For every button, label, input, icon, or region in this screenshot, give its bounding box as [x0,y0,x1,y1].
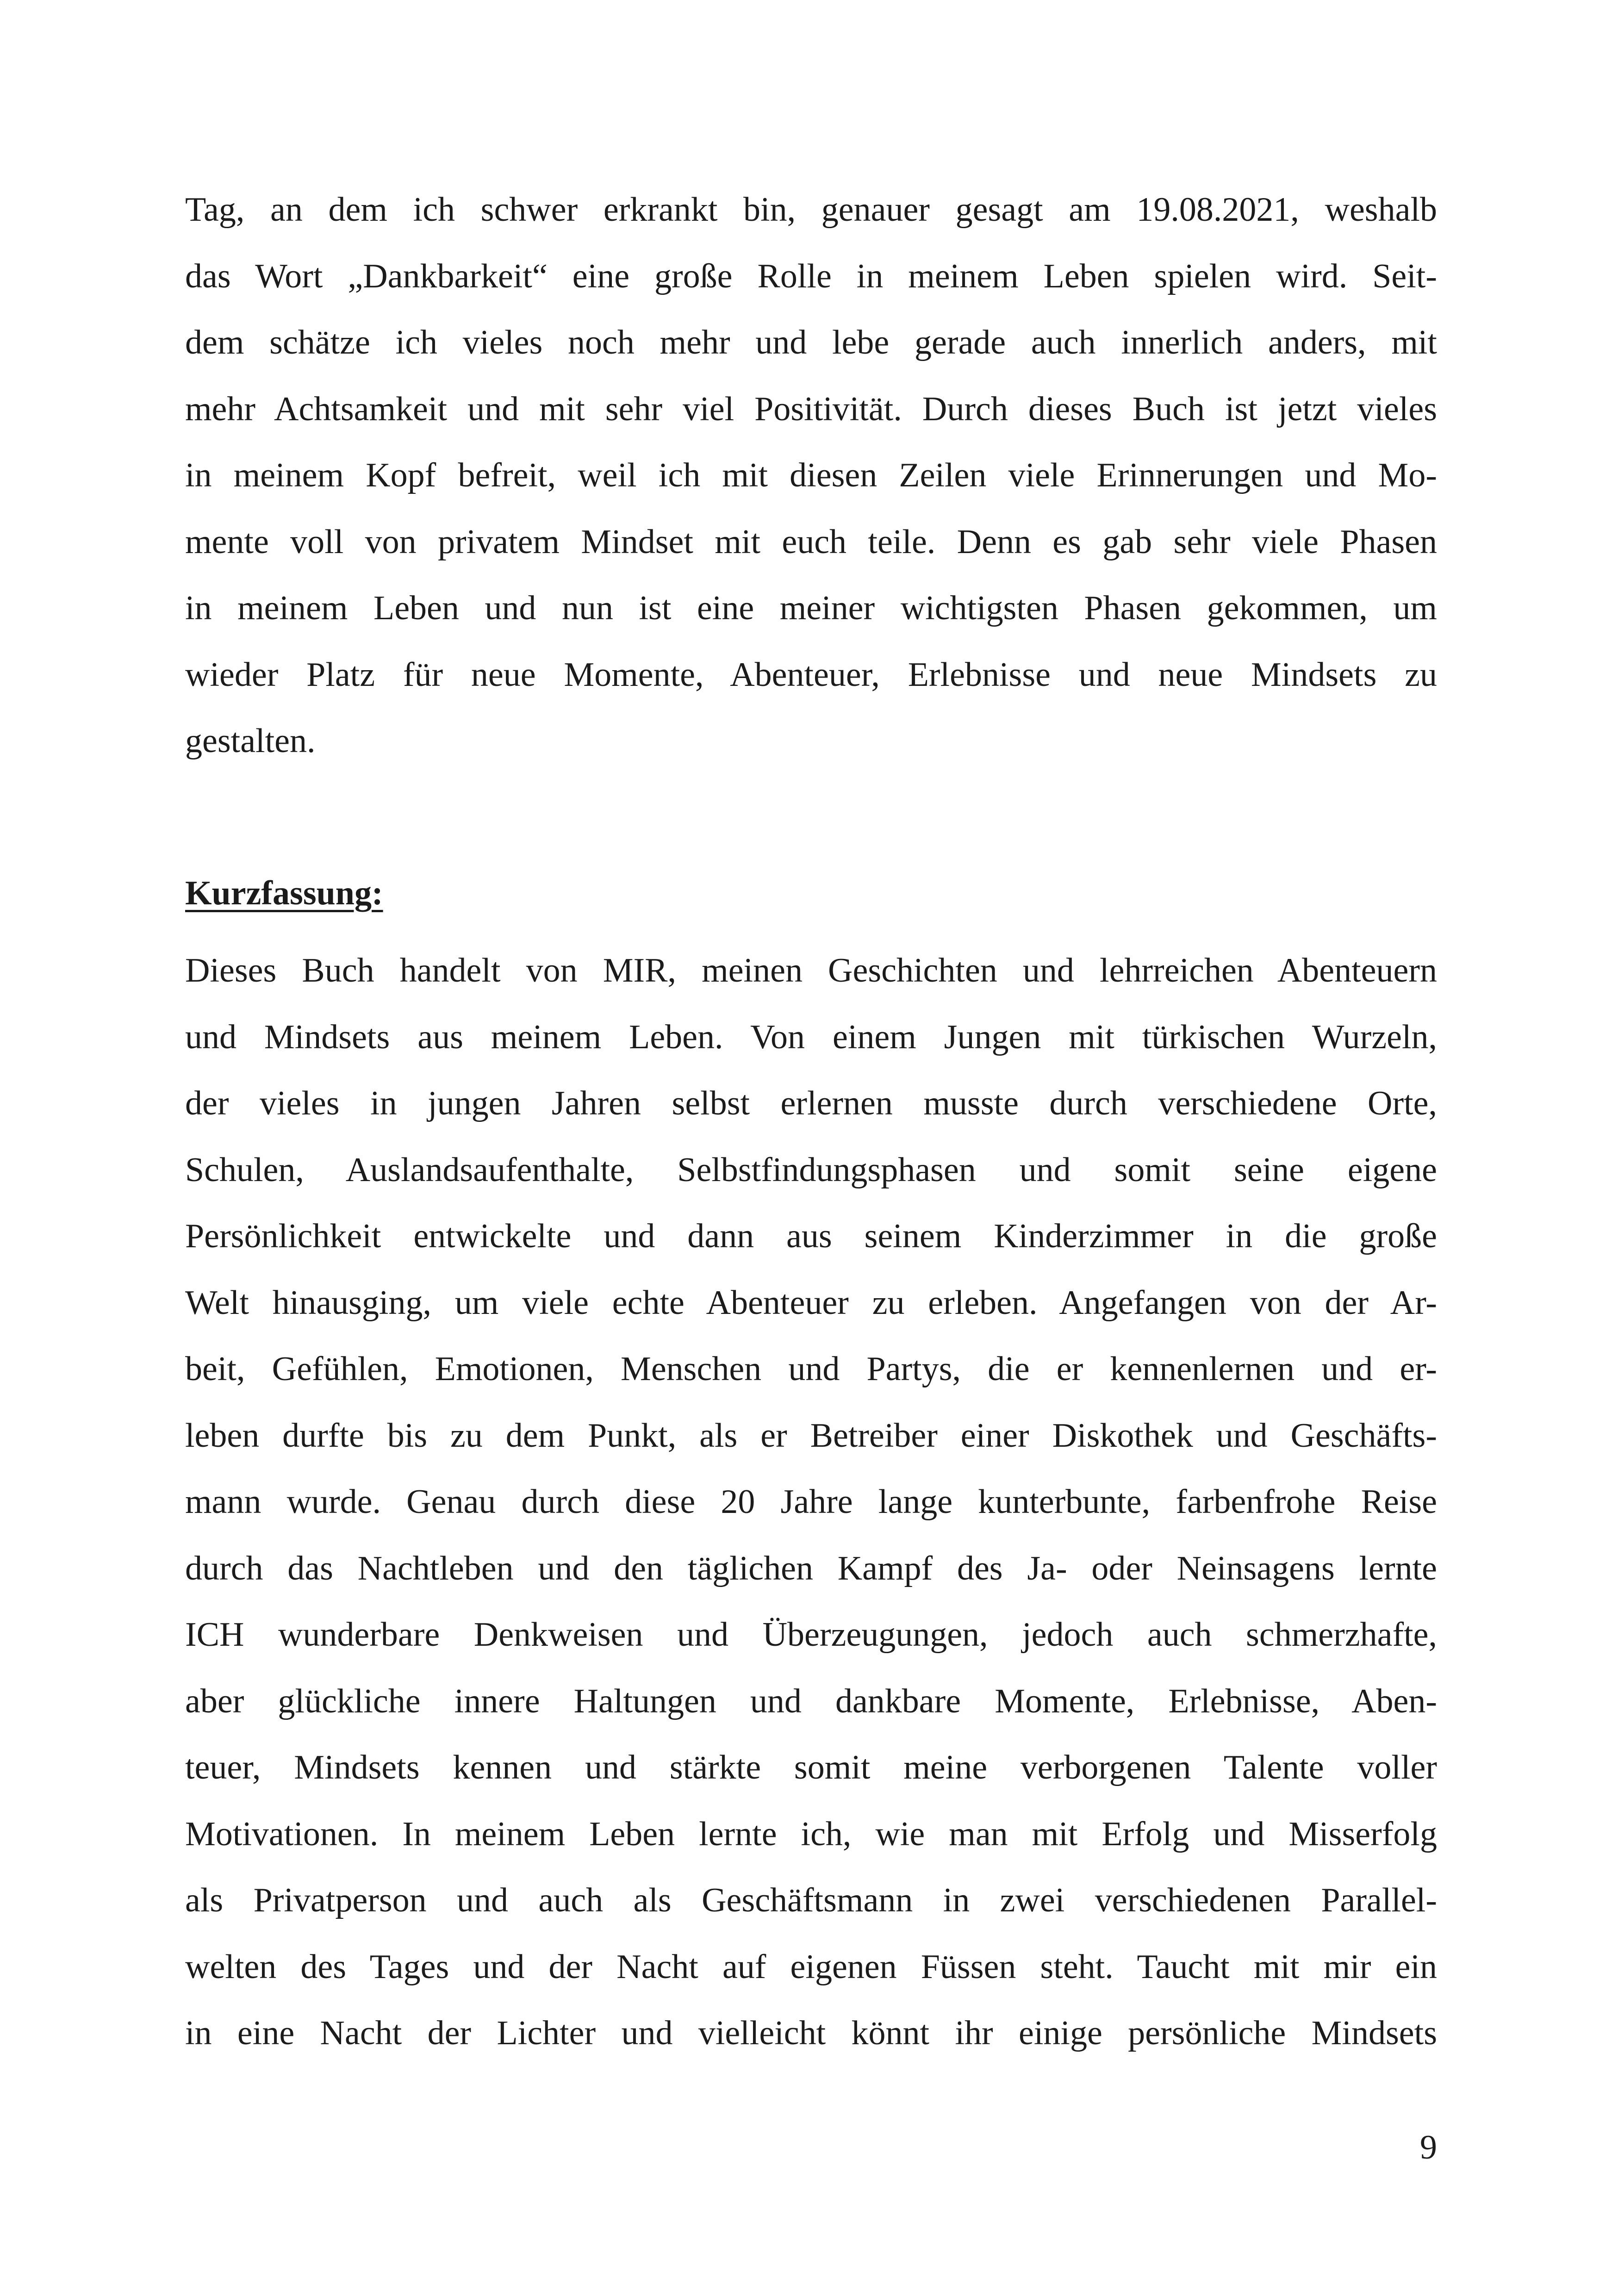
summary-paragraph [185,938,1437,2067]
summary-line: Welt hinausging, um viele echte Abenteuer zu erleben. Angefangen von der Ar- [185,1283,1437,1322]
summary-line: Schulen, Auslandsaufenthalte, Selbstfindungsphasen und somit seine eigene [185,1151,1437,1189]
summary-line: welten des Tages und der Nacht auf eigenen Füssen steht. Taucht mit mir ein [185,1948,1437,1986]
summary-line: teuer, Mindsets kennen und stärkte somit meine verborgenen Talente voller [185,1748,1437,1786]
intro-line: mente voll von privatem Mindset mit euch teile. Denn es gab sehr viele Phasen [185,523,1437,561]
intro-line: das Wort „Dankbarkeit“ eine große Rolle in meinem Leben spielen wird. Seit- [185,257,1437,295]
summary-line: ICH wunderbare Denkweisen und Überzeugungen, jedoch auch schmerzhafte, [185,1616,1437,1654]
summary-line: und Mindsets aus meinem Leben. Von einem Jungen mit türkischen Wurzeln, [185,1018,1437,1056]
intro-line: wieder Platz für neue Momente, Abenteuer, Erlebnisse und neue Mindsets zu [185,655,1437,694]
summary-line: aber glückliche innere Haltungen und dankbare Momente, Erlebnisse, Aben- [185,1682,1437,1720]
summary-line: mann wurde. Genau durch diese 20 Jahre lange kunterbunte, farbenfrohe Reise [185,1483,1437,1521]
summary-line: Dieses Buch handelt von MIR, meinen Geschichten und lehrreichen Abenteuern [185,952,1437,989]
section-heading: Kurzfassung: [185,874,383,912]
summary-line: Persönlichkeit entwickelte und dann aus seinem Kinderzimmer in die große [185,1217,1437,1255]
intro-line: Tag, an dem ich schwer erkrankt bin, genauer gesagt am 19.08.2021, weshalb [185,191,1437,229]
intro-paragraph [185,177,1437,775]
intro-line: dem schätze ich vieles noch mehr und lebe gerade auch innerlich anders, mit [185,324,1437,361]
intro-line: mehr Achtsamkeit und mit sehr viel Positivität. Durch dieses Buch ist jetzt vieles [185,390,1437,428]
summary-line: Motivationen. In meinem Leben lernte ich, wie man mit Erfolg und Misserfolg [185,1815,1437,1853]
intro-line: in meinem Leben und nun ist eine meiner wichtigsten Phasen gekommen, um [185,589,1437,627]
page-number: 9 [1420,2128,1437,2166]
summary-line: beit, Gefühlen, Emotionen, Menschen und Partys, die er kennenlernen und er- [185,1350,1437,1388]
summary-line: durch das Nachtleben und den täglichen Kampf des Ja- oder Neinsagens lernte [185,1549,1437,1587]
intro-line: gestalten. [185,722,316,760]
summary-line: der vieles in jungen Jahren selbst erlernen musste durch verschiedene Orte, [185,1084,1437,1122]
summary-line: in eine Nacht der Lichter und vielleicht könnt ihr einige persönliche Mindsets [185,2014,1437,2052]
summary-line: als Privatperson und auch als Geschäftsmann in zwei verschiedenen Parallel- [185,1881,1437,1919]
summary-line: leben durfte bis zu dem Punkt, als er Betreiber einer Diskothek und Geschäfts- [185,1416,1437,1455]
intro-line: in meinem Kopf befreit, weil ich mit diesen Zeilen viele Erinnerungen und Mo- [185,456,1437,494]
